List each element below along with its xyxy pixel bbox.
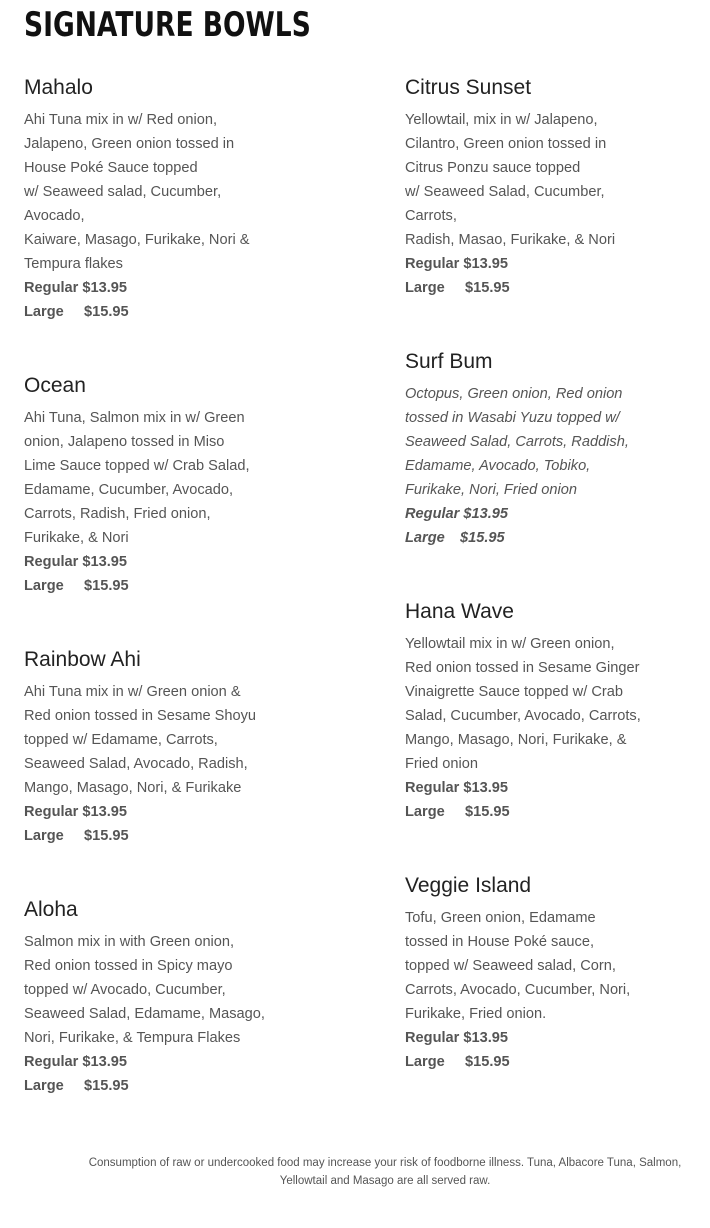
bowl-name: Citrus Sunset [405,76,532,99]
menu-item-rainbow-ahi [24,644,284,848]
regular-price-row [24,800,284,824]
large-price-row [24,1074,284,1098]
regular-label: Regular [405,506,460,522]
regular-price: $13.95 [463,256,509,272]
large-price: $15.95 [460,530,505,546]
large-label: Large [24,304,64,320]
regular-label: Regular [405,780,460,796]
regular-label: Regular [24,804,79,820]
bowl-description: Salmon mix in with Green onion, Red onion tossed in Spicy mayo topped w/ Avocado, Cucumber, Seaweed Salad, Edamame, Masago, Nori, Furikake, & Tempura Flakes [24,934,265,1046]
bowl-description: Ahi Tuna mix in w/ Green onion & Red onion tossed in Sesame Shoyu topped w/ Edamame, Carrots, Seaweed Salad, Avocado, Radish, Mango, Masago, Nori, & Furikake [24,684,257,796]
large-price: $15.95 [465,1054,510,1070]
bowl-name: Aloha [24,898,78,921]
regular-price: $13.95 [82,554,128,570]
regular-price: $13.95 [463,506,509,522]
regular-price-row [24,1050,284,1074]
menu-item-veggie-island [405,870,665,1074]
page-title: SIGNATURE BOWLS [24,5,311,45]
menu-item-hana-wave [405,596,665,824]
bowl-description: Tofu, Green onion, Edamame tossed in House Poké sauce, topped w/ Seaweed salad, Corn, Carrots, Avocado, Cucumber, Nori, Furikake, Fried onion. [405,910,631,1022]
bowl-description: Ahi Tuna mix in w/ Red onion, Jalapeno, Green onion tossed in House Poké Sauce topped w/ Seaweed salad, Cucumber, Avocado, Kaiware, Masago, Furikake, Nori & Tempura flakes [24,112,250,272]
large-price: $15.95 [465,280,510,296]
large-label: Large [405,280,445,296]
regular-label: Regular [24,1054,79,1070]
menu-item-ocean [24,370,284,598]
bowl-name: Surf Bum [405,350,493,373]
large-label: Large [24,1078,64,1094]
large-label: Large [405,530,445,546]
bowl-name: Mahalo [24,76,93,99]
regular-price: $13.95 [82,1054,128,1070]
large-price: $15.95 [84,304,129,320]
regular-price-row [24,550,284,574]
bowl-description: Yellowtail, mix in w/ Jalapeno, Cilantro, Green onion tossed in Citrus Ponzu sauce topped w/ Seaweed Salad, Cucumber, Carrots, Radish, Masao, Furikake, & Nori [405,112,616,248]
regular-label: Regular [24,554,79,570]
regular-label: Regular [405,1030,460,1046]
large-label: Large [24,828,64,844]
regular-label: Regular [405,256,460,272]
regular-label: Regular [24,280,79,296]
large-price-row [24,824,284,848]
menu-item-aloha [24,894,284,1098]
large-label: Large [24,578,64,594]
regular-price-row [24,276,284,300]
bowl-name: Rainbow Ahi [24,648,141,671]
regular-price: $13.95 [82,804,128,820]
large-price-row [405,276,665,300]
raw-food-disclaimer: Consumption of raw or undercooked food may increase your risk of foodborne illness. Tuna, Albacore Tuna, Salmon, Yellowtail and Masago are all served raw. [88,1157,682,1187]
menu-item-mahalo [24,72,284,324]
regular-price-row [405,776,665,800]
right-menu-column [405,72,665,1120]
regular-price: $13.95 [463,780,509,796]
bowl-description: Ahi Tuna, Salmon mix in w/ Green onion, Jalapeno tossed in Miso Lime Sauce topped w/ Crab Salad, Edamame, Cucumber, Avocado, Carrots, Radish, Fried onion, Furikake, & Nori [24,410,250,546]
large-price: $15.95 [84,1078,129,1094]
bowl-name: Veggie Island [405,874,532,897]
large-price-row [24,574,284,598]
large-price-row [405,526,665,550]
large-label: Large [405,1054,445,1070]
large-price: $15.95 [84,828,129,844]
bowl-description: Octopus, Green onion, Red onion tossed in Wasabi Yuzu topped w/ Seaweed Salad, Carrots, Raddish, Edamame, Avocado, Tobiko, Furikake, Nori, Fried onion [405,386,629,498]
regular-price: $13.95 [463,1030,509,1046]
menu-item-citrus-sunset [405,72,665,300]
left-menu-column [24,72,284,1144]
regular-price-row [405,1026,665,1050]
large-price-row [24,300,284,324]
bowl-name: Hana Wave [405,600,514,623]
large-price-row [405,800,665,824]
large-label: Large [405,804,445,820]
large-price-row [405,1050,665,1074]
large-price: $15.95 [84,578,129,594]
menu-item-surf-bum [405,346,665,550]
bowl-name: Ocean [24,374,86,397]
regular-price-row [405,502,665,526]
regular-price: $13.95 [82,280,128,296]
regular-price-row [405,252,665,276]
bowl-description: Yellowtail mix in w/ Green onion, Red onion tossed in Sesame Ginger Vinaigrette Sauce topped w/ Crab Salad, Cucumber, Avocado, Carrots, Mango, Masago, Nori, Furikake, & Fried onion [405,636,641,772]
large-price: $15.95 [465,804,510,820]
